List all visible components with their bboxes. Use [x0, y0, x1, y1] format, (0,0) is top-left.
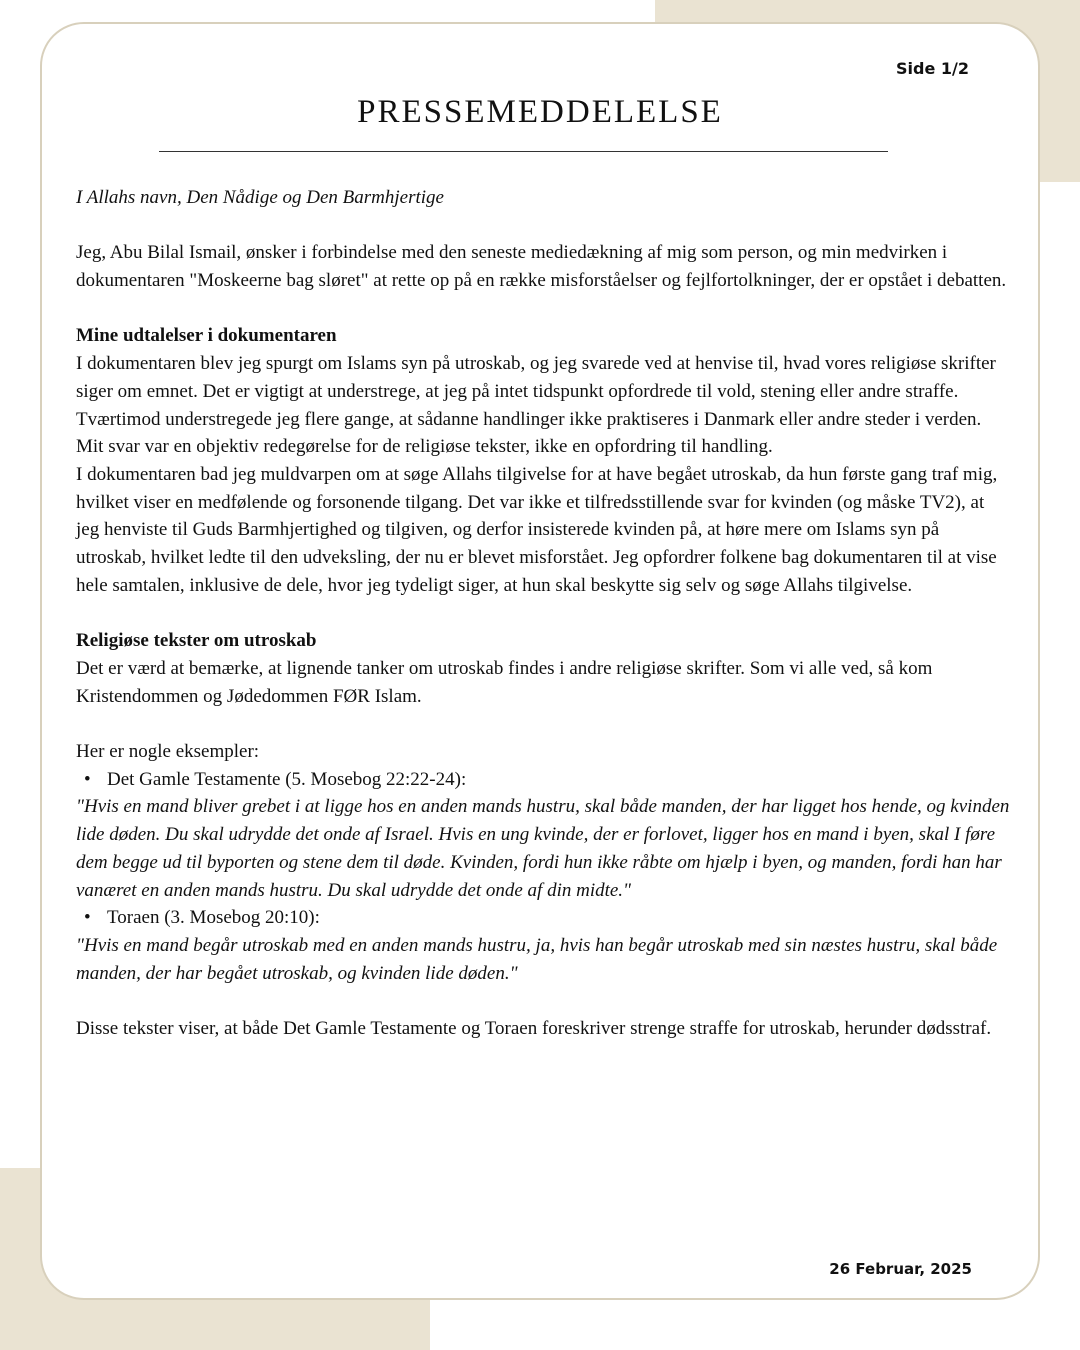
conclusion-paragraph: Disse tekster viser, at både Det Gamle Testamente og Toraen foreskriver strenge straffe for utroskab, herunder dødsstraf.: [76, 1018, 992, 1040]
statements-paragraph-2: I dokumentaren bad jeg muldvarpen om at søge Allahs tilgivelse for at have begået utroskab, da hun første gang traf mig, hvilket viser en medfølende og forsonende tilgang. Det var ikke et tilfredsstillende svar for kvinden (og måske TV2), at jeg henviste til Guds Barmhjertighed og tilgiven, og derfor insisterede kvinden på, at høre mere om Islams syn på utroskab, hvilket ledte til den udveksling, der nu er blevet misforstået. Jeg opfordrer folkene bag dokumentaren til at vise hele samtalen, inklusive de dele, hvor jeg tydeligt siger, at hun skal beskytte sig selv og søge Allahs tilgivelse.: [76, 464, 998, 596]
title-divider: [159, 151, 888, 152]
statements-paragraph-1: I dokumentaren blev jeg spurgt om Islams syn på utroskab, og jeg svarede ved at henvise til, hvad vores religiøse skrifter siger om emnet. Det er vigtigt at understrege, at jeg på intet tidspunkt opfordrede til vold, stening eller andre straffe. Tværtimod understregede jeg flere gange, at sådanne handlinger ikke praktiseres i Danmark eller andre steder i verden. Mit svar var en objektiv redegørelse for de religiøse tekster, ikke en opfordring til handling.: [76, 353, 996, 458]
quote-torah: "Hvis en mand begår utroskab med en anden mands hustru, ja, hvis han begår utroskab med sin næstes hustru, skal både manden, der har begået utroskab, og kvinden lide døden.": [76, 934, 998, 984]
document-body: [76, 184, 1011, 1043]
list-item-old-testament: • Det Gamle Testamente (5. Mosebog 22:22-24):: [76, 766, 1011, 794]
page-number: Side 1/2: [896, 59, 969, 78]
examples-intro: Her er nogle eksempler:: [76, 741, 260, 762]
press-release-card: [40, 22, 1040, 1300]
invocation: I Allahs navn, Den Nådige og Den Barmhjertige: [76, 187, 444, 208]
release-date: 26 Februar, 2025: [829, 1260, 972, 1278]
section-heading-statements: Mine udtalelser i dokumentaren: [76, 325, 337, 347]
list-item-torah: • Toraen (3. Mosebog 20:10):: [76, 904, 1011, 932]
religious-texts-paragraph: Det er værd at bemærke, at lignende tanker om utroskab findes i andre religiøse skrifter. Som vi alle ved, så kom Kristendommen og Jødedommen FØR Islam.: [76, 657, 933, 707]
section-heading-religious-texts: Religiøse tekster om utroskab: [76, 630, 317, 652]
quote-old-testament: "Hvis en mand bliver grebet i at ligge hos en anden mands hustru, skal både manden, der har ligget hos hende, og kvinden lide døden. Du skal udrydde det onde af Israel. Hvis en ung kvinde, der er forlovet, ligger hos en mand i byen, skal I føre dem begge ud til byporten og stene dem til døde. Kvinden, fordi hun ikke råbte om hjælp i byen, og manden, fordi han har vanæret en anden mands hustru. Du skal udrydde det onde af din midte.": [76, 796, 1010, 901]
page-title: PRESSEMEDDELELSE: [357, 94, 723, 130]
intro-paragraph: Jeg, Abu Bilal Ismail, ønsker i forbindelse med den seneste mediedækning af mig som person, og min medvirken i dokumentaren "Moskeerne bag sløret" at rette op på en række misforståelser og fejlfortolkninger, der er opstået i debatten.: [76, 242, 1007, 292]
